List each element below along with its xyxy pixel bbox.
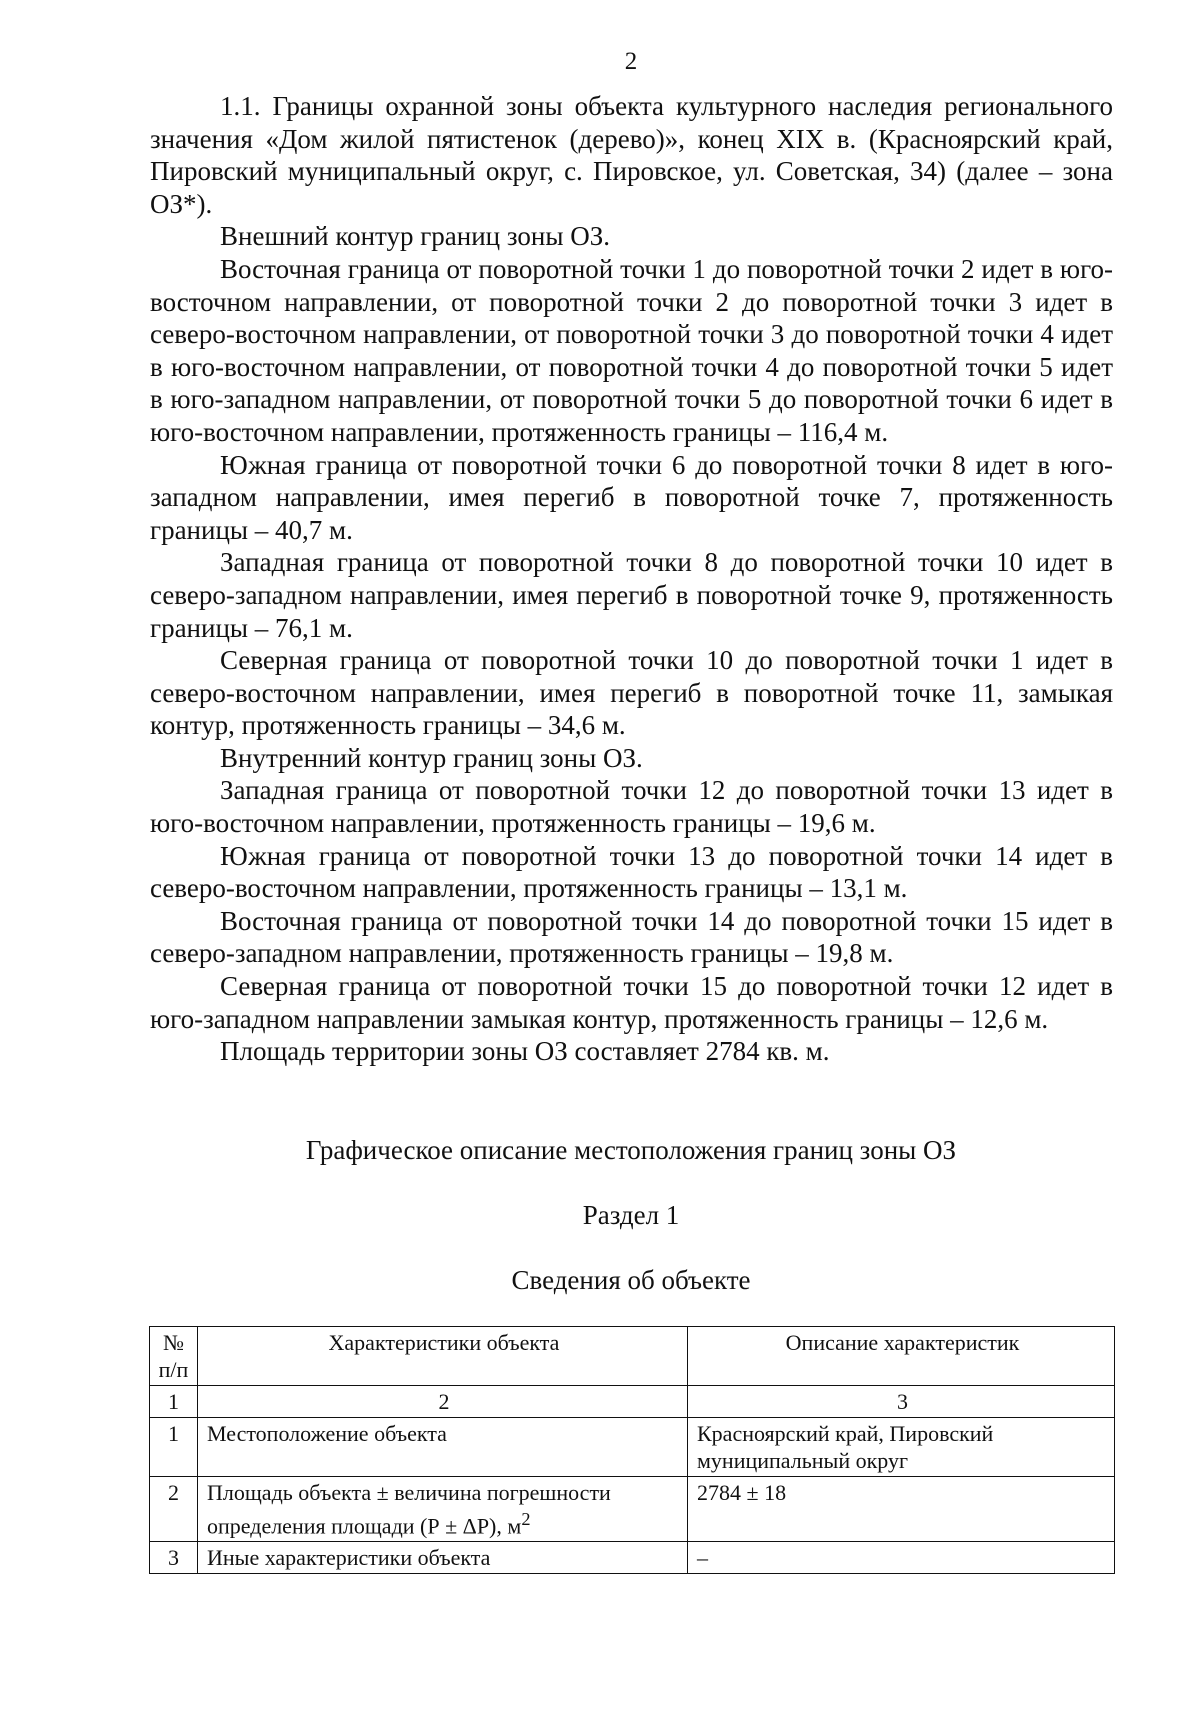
row-characteristic: Местоположение объекта: [198, 1418, 688, 1477]
header-num: № п/п: [150, 1327, 198, 1386]
row-characteristic-area: [198, 1477, 688, 1542]
column-number-2: 2: [198, 1386, 688, 1418]
heading-section: Раздел 1: [582, 1200, 680, 1230]
column-number-3: 3: [688, 1386, 1115, 1418]
heading-object-info: Сведения об объекте: [511, 1265, 751, 1295]
paragraph-south-boundary: Южная граница от поворотной точки 6 до поворотной точки 8 идет в юго-западном направлении, имея перегиб в поворотной точке 7, протяженность границы – 40,7 м.: [150, 449, 1113, 545]
unit-superscript: 2: [521, 1509, 531, 1529]
row-characteristic-text: Площадь объекта ± величина погрешности определения площади (Р ± ΔР), м: [207, 1480, 611, 1539]
page-number: 2: [624, 48, 638, 75]
row-description: 2784 ± 18: [688, 1477, 1115, 1542]
table-row: [150, 1418, 1115, 1477]
paragraph-outer-contour: Внешний контур границ зоны ОЗ.: [220, 221, 610, 252]
paragraph-inner-contour: Внутренний контур границ зоны ОЗ.: [220, 742, 643, 773]
row-characteristic: Иные характеристики объекта: [198, 1542, 688, 1574]
header-description: Описание характеристик: [688, 1327, 1115, 1386]
table-row: [150, 1542, 1115, 1574]
table-column-number-row: [150, 1386, 1115, 1418]
row-description: –: [688, 1542, 1115, 1574]
paragraph-inner-north-boundary: Северная граница от поворотной точки 15 до поворотной точки 12 идет в юго-западном направлении замыкая контур, протяженность границы – 12,6 м.: [150, 971, 1113, 1034]
paragraph-east-boundary: Восточная граница от поворотной точки 1 до поворотной точки 2 идет в юго-восточном направлении, от поворотной точки 2 до поворотной точки 3 идет в северо-восточном направлении, от поворотной точки 3 до поворотной точки 4 идет в юго-восточном направлении, от поворотной точки 4 до поворотной точки 5 идет в юго-западном направлении, от поворотной точки 5 до поворотной точки 6 идет в юго-восточном направлении, протяженность границы – 116,4 м.: [150, 253, 1113, 447]
paragraph-inner-south-boundary: Южная граница от поворотной точки 13 до поворотной точки 14 идет в северо-восточном направлении, протяженность границы – 13,1 м.: [150, 840, 1113, 904]
paragraph-zone-definition: 1.1. Границы охранной зоны объекта культурного наследия регионального значения «Дом жилой пятистенок (дерево)», конец XIX в. (Красноярский край, Пировский муниципальный округ, с. Пировское, ул. Советская, 34) (далее – зона ОЗ*).: [150, 91, 1113, 219]
paragraph-west-boundary: Западная граница от поворотной точки 8 до поворотной точки 10 идет в северо-западном направлении, имея перегиб в поворотной точке 9, протяженность границы – 76,1 м.: [150, 547, 1113, 643]
table-row: [150, 1477, 1115, 1542]
paragraph-north-boundary: Северная граница от поворотной точки 10 до поворотной точки 1 идет в северо-восточном направлении, имея перегиб в поворотной точке 11, замыкая контур, протяженность границы – 34,6 м.: [150, 645, 1113, 741]
row-num: 3: [150, 1542, 198, 1574]
row-description: Красноярский край, Пировский муниципальный округ: [688, 1418, 1115, 1477]
paragraph-zone-area: Площадь территории зоны ОЗ составляет 2784 кв. м.: [220, 1036, 830, 1067]
paragraph-inner-west-boundary: Западная граница от поворотной точки 12 до поворотной точки 13 идет в юго-восточном направлении, протяженность границы – 19,6 м.: [150, 775, 1113, 839]
table-header-row: [150, 1327, 1115, 1386]
column-number-1: 1: [150, 1386, 198, 1418]
paragraph-inner-east-boundary: Восточная граница от поворотной точки 14 до поворотной точки 15 идет в северо-западном направлении, протяженность границы – 19,8 м.: [150, 905, 1113, 969]
header-characteristics: Характеристики объекта: [198, 1327, 688, 1386]
row-num: 1: [150, 1418, 198, 1477]
document-body: [150, 90, 1113, 1068]
row-num: 2: [150, 1477, 198, 1542]
object-info-table: [149, 1326, 1115, 1574]
heading-graphic-description: Графическое описание местоположения границ зоны ОЗ: [305, 1135, 957, 1165]
